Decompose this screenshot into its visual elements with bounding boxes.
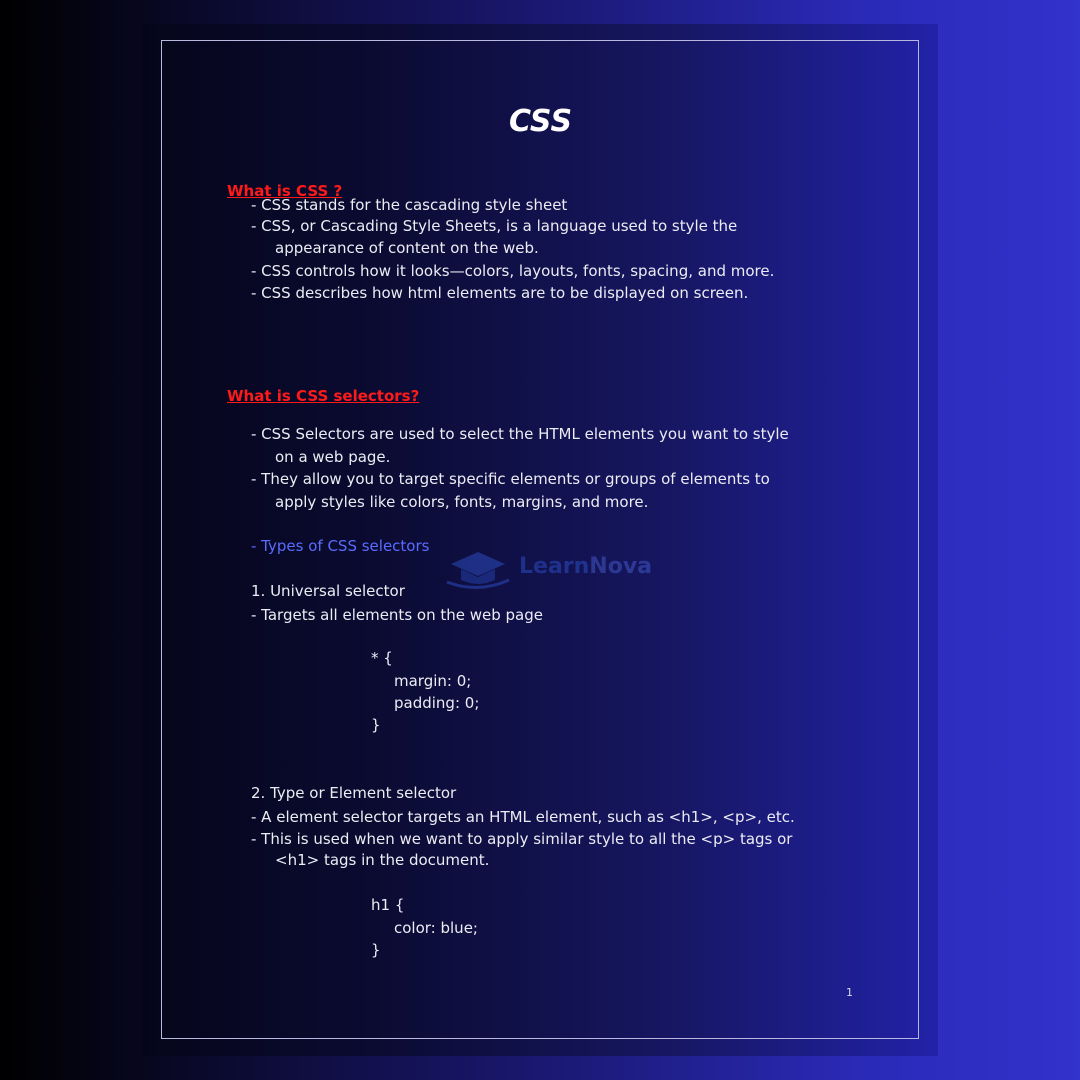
code-line: * { (371, 649, 393, 667)
bullet-line: - CSS controls how it looks—colors, layouts, fonts, spacing, and more. (251, 262, 775, 280)
page-number: 1 (846, 986, 853, 999)
bullet-line: - They allow you to target specific elements or groups of elements to (251, 470, 770, 488)
type-selector-description: - This is used when we want to apply similar style to all the <p> tags or (251, 830, 793, 848)
section-heading-css-selectors: What is CSS selectors? (227, 387, 420, 405)
code-line: } (371, 716, 381, 734)
bullet-line: - CSS, or Cascading Style Sheets, is a language used to style the (251, 217, 738, 235)
bullet-line: - CSS describes how html elements are to be displayed on screen. (251, 284, 749, 302)
bullet-line: - CSS stands for the cascading style sheet (251, 196, 568, 214)
watermark-text: LearnNova (519, 554, 653, 579)
section-heading-what-is-css: What is CSS ? (227, 182, 343, 200)
document-page (143, 24, 938, 1056)
bullet-line-continuation: on a web page. (275, 448, 391, 466)
graduation-cap-icon (443, 546, 513, 590)
bullet-line-continuation: appearance of content on the web. (275, 239, 539, 257)
code-line: h1 { (371, 896, 405, 914)
type-selector-description: - A element selector targets an HTML element, such as <h1>, <p>, etc. (251, 808, 795, 826)
document-title: CSS (508, 104, 573, 139)
types-of-selectors-heading: - Types of CSS selectors (251, 537, 430, 555)
code-line: } (371, 941, 381, 959)
type-selector-title: 2. Type or Element selector (251, 784, 457, 802)
universal-selector-title: 1. Universal selector (251, 582, 405, 600)
code-line: padding: 0; (394, 694, 480, 712)
universal-selector-description: - Targets all elements on the web page (251, 606, 543, 624)
learnnova-watermark (443, 546, 663, 590)
type-selector-description-continuation: <h1> tags in the document. (275, 851, 490, 869)
code-line: margin: 0; (394, 672, 472, 690)
code-line: color: blue; (394, 919, 478, 937)
bullet-line: - CSS Selectors are used to select the HTML elements you want to style (251, 425, 789, 443)
bullet-line-continuation: apply styles like colors, fonts, margins, and more. (275, 493, 649, 511)
